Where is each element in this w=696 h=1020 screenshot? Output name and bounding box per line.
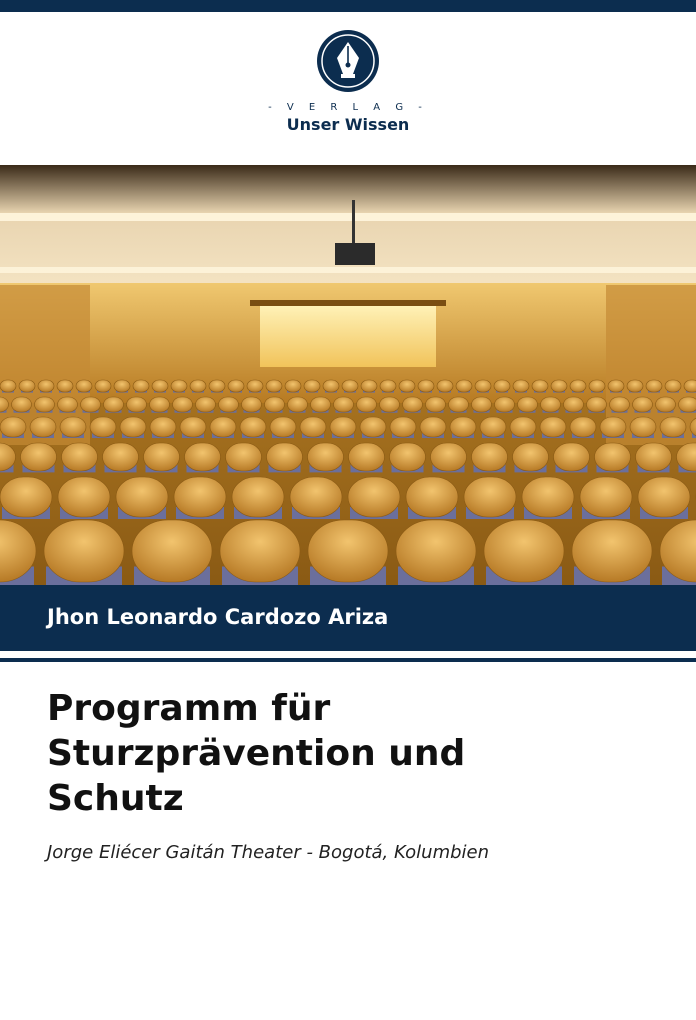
author-band [0,585,696,651]
book-subtitle: Jorge Eliécer Gaitán Theater - Bogotá, Kolumbien [47,842,490,863]
title-line-2: Sturzprävention und [47,733,466,774]
cover-photo-theater [0,165,696,585]
top-bar [0,0,696,12]
title-line-1: Programm für [47,688,331,729]
divider-rule [0,658,696,662]
publisher-tagline: - V E R L A G - [268,102,428,113]
publisher-logo [0,28,696,138]
title-line-3: Schutz [47,778,184,819]
author-name: Jhon Leonardo Cardozo Ariza [47,605,389,629]
book-title [47,686,667,821]
fountain-pen-nib-icon [315,28,381,94]
publisher-name: Unser Wissen [286,115,410,134]
